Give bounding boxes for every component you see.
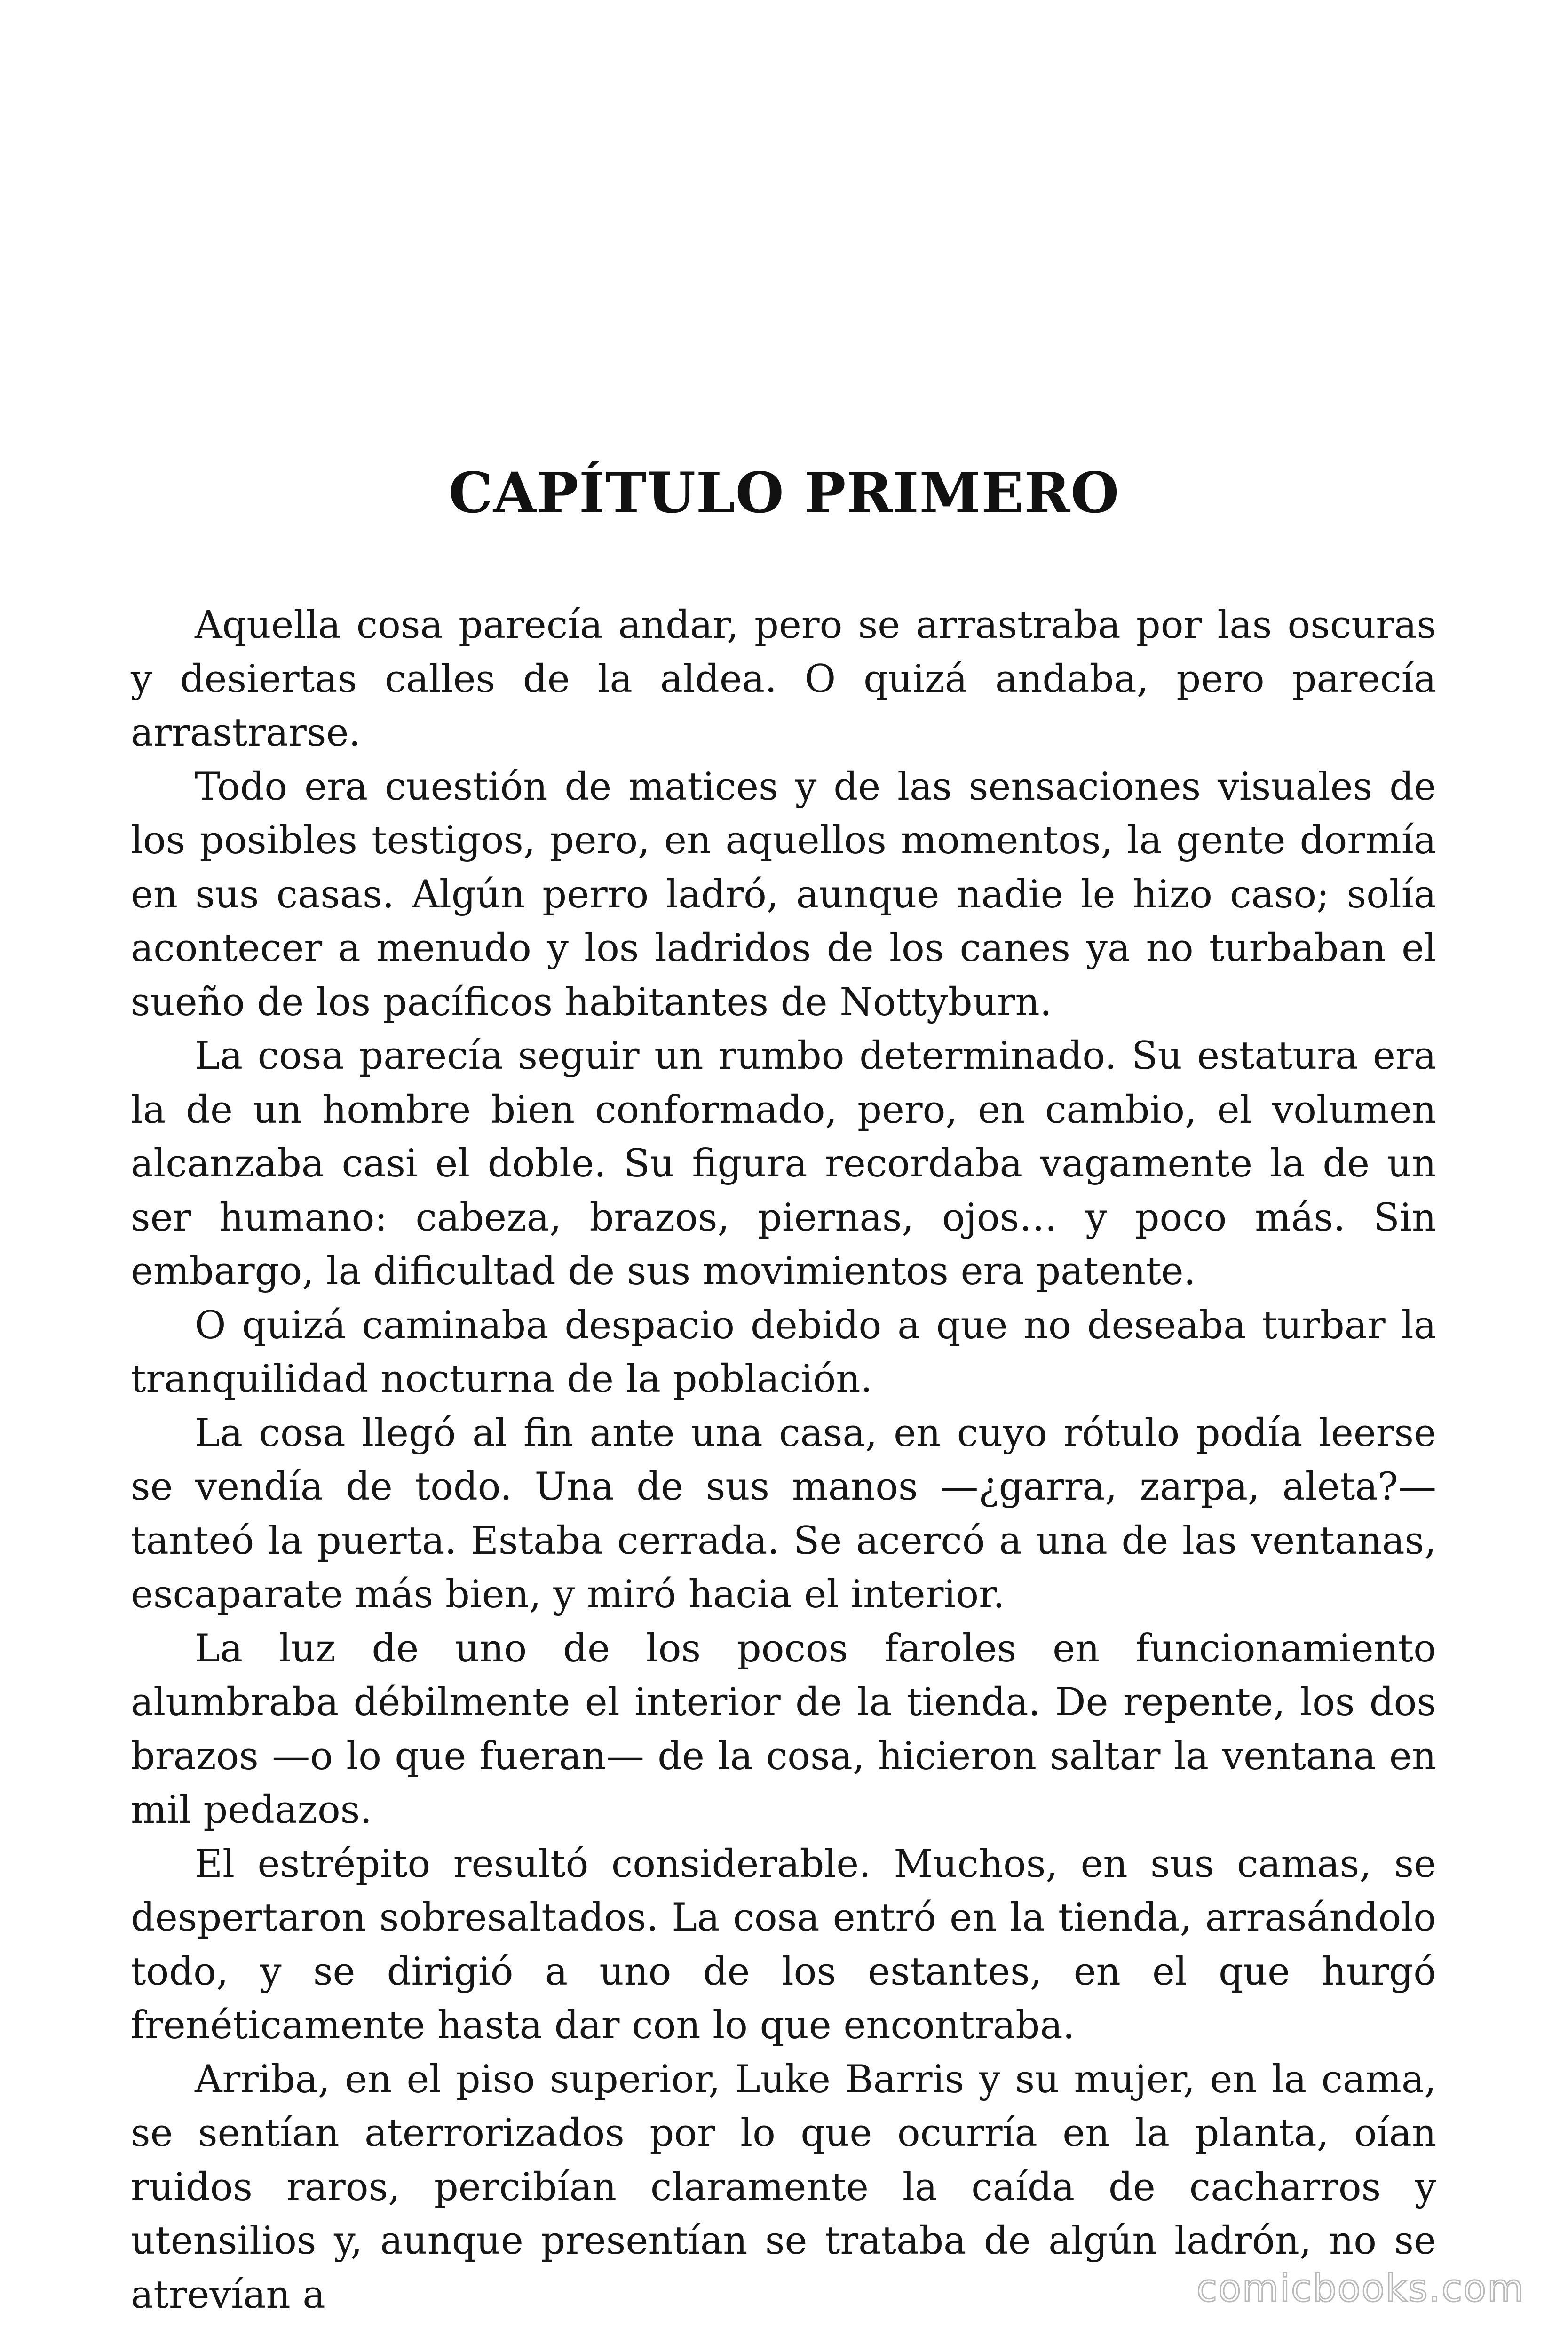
paragraph: El estrépito resultó considerable. Muchos, en sus camas, se despertaron sobresaltados. La cosa entró en la tienda, arrasándolo todo, y se dirigió a uno de los estantes, en el que hurgó frenéticamente hasta dar con lo que encontraba.	[131, 1842, 1436, 2048]
paragraph: Todo era cuestión de matices y de las sensaciones visuales de los posibles testigos, pero, en aquellos momentos, la gente dormía en sus casas. Algún perro ladró, aunque nadie le hizo caso; solía acontecer a menudo y los ladridos de los canes ya no turbaban el sueño de los pacíficos habitantes de Nottyburn.	[131, 764, 1436, 1025]
chapter-body	[131, 598, 1436, 2322]
paragraph: Arriba, en el piso superior, Luke Barris y su mujer, en la cama, se sentían aterrorizados por lo que ocurría en la planta, oían ruidos raros, percibían claramente la caída de cacharros y utensilios y, aunque presentían se trataba de algún ladrón, no se atrevían a	[131, 2057, 1436, 2317]
paragraph: La cosa llegó al fin ante una casa, en cuyo rótulo podía leerse se vendía de todo. Una de sus manos —¿garra, zarpa, aleta?— tanteó la puerta. Estaba cerrada. Se acercó a una de las ventanas, escaparate más bien, y miró hacia el interior.	[131, 1411, 1436, 1617]
paragraph: La luz de uno de los pocos faroles en funcionamiento alumbraba débilmente el interior de la tienda. De repente, los dos brazos —o lo que fueran— de la cosa, hicieron saltar la ventana en mil pedazos.	[131, 1626, 1436, 1832]
chapter-title: CAPÍTULO PRIMERO	[448, 460, 1120, 525]
watermark: comicbooks.com	[1196, 2266, 1525, 2310]
paragraph: Aquella cosa parecía andar, pero se arrastraba por las oscuras y desiertas calles de la aldea. O quizá andaba, pero parecía arrastrarse.	[131, 603, 1436, 755]
paragraph: La cosa parecía seguir un rumbo determinado. Su estatura era la de un hombre bien conformado, pero, en cambio, el volumen alcanzaba casi el doble. Su figura recordaba vagamente la de un ser humano: cabeza, brazos, piernas, ojos… y poco más. Sin embargo, la dificultad de sus movimientos era patente.	[131, 1034, 1436, 1294]
paragraph: O quizá caminaba despacio debido a que no deseaba turbar la tranquilidad nocturna de la población.	[131, 1303, 1436, 1401]
